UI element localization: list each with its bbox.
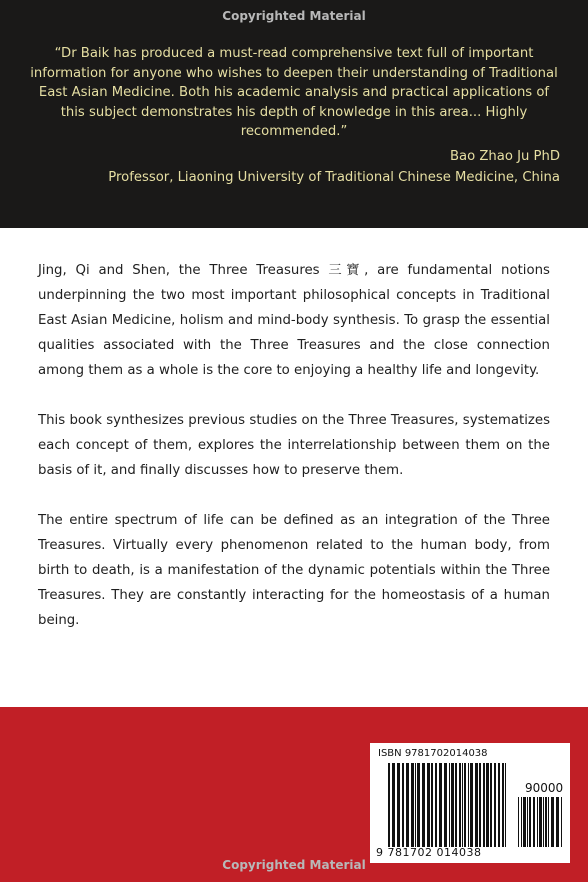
- endorsement-quote: “Dr Baik has produced a must-read comprehensive text full of important information for anyone who wishes to deepen their understanding of Traditional East Asian Medicine. Both his academic analysis and practical applications of this subject demonstrates his depth of knowledge in this area... Highly recommended.”: [30, 46, 558, 139]
- barcode-label: [370, 743, 570, 863]
- barcode-bar: [556, 797, 559, 847]
- barcode-bar: [449, 763, 450, 847]
- watermark-top: Copyrighted Material: [222, 9, 366, 23]
- barcode-bar: [521, 797, 522, 847]
- barcode-bar: [543, 797, 544, 847]
- quote-panel: [0, 0, 588, 228]
- barcode-bar: [502, 763, 504, 847]
- barcode-bar: [548, 797, 549, 847]
- quote-author: Bao Zhao Ju PhD: [449, 149, 560, 164]
- barcode-bar: [462, 763, 463, 847]
- barcode-bar: [417, 763, 420, 847]
- barcode-bar: [388, 763, 390, 847]
- book-description: [38, 258, 550, 658]
- barcode-bar: [479, 763, 481, 847]
- barcode-bar: [422, 763, 425, 847]
- barcode-bar: [415, 763, 416, 847]
- barcode-bar: [427, 763, 430, 847]
- barcode-bar: [435, 763, 437, 847]
- barcode-bar: [397, 763, 400, 847]
- barcode-digits: 9 781702 014038: [376, 846, 482, 859]
- barcode-bar: [483, 763, 485, 847]
- barcode-bar: [527, 797, 528, 847]
- barcode-bar: [451, 763, 454, 847]
- barcode-bars: [388, 763, 508, 847]
- barcode-bar: [505, 763, 506, 847]
- barcode-bar: [518, 797, 519, 847]
- description-paragraph: This book synthesizes previous studies on the Three Treasures, systematizes each concept of them, explores the interrelationship between them on the basis of it, and finally discusses how to preserve them.: [38, 413, 550, 478]
- barcode-bar: [537, 797, 538, 847]
- watermark-bottom: Copyrighted Material: [222, 858, 366, 872]
- description-paragraph: Jing, Qi and Shen, the Three Treasures 三寶, are fundamental notions underpinning the two most important philosophical concepts in Traditional East Asian Medicine, holism and mind-body synthesis. To grasp the essential qualities associated with the Three Treasures and the close connection among them as a whole is the core to enjoying a healthy life and longevity.: [38, 263, 550, 378]
- barcode-bar: [431, 763, 433, 847]
- barcode-bar: [523, 797, 526, 847]
- barcode-bar: [455, 763, 457, 847]
- barcode-bar: [468, 763, 469, 847]
- barcode-bar: [475, 763, 478, 847]
- barcode-bar: [533, 797, 535, 847]
- barcode-bar: [486, 763, 489, 847]
- barcode-bar: [444, 763, 447, 847]
- barcode-bar: [459, 763, 461, 847]
- barcode-bar: [470, 763, 473, 847]
- barcode-bar: [498, 763, 500, 847]
- barcode-bar: [411, 763, 414, 847]
- barcode-bar: [402, 763, 404, 847]
- barcode-bar: [464, 763, 466, 847]
- barcode-bar: [490, 763, 492, 847]
- price-code: 90000: [525, 781, 564, 795]
- price-barcode-bars: [518, 797, 564, 847]
- barcode-bar: [392, 763, 395, 847]
- barcode-bar: [561, 797, 562, 847]
- barcode-bar: [406, 763, 409, 847]
- barcode-bar: [494, 763, 496, 847]
- barcode-bar: [551, 797, 554, 847]
- barcode-bar: [539, 797, 542, 847]
- quote-affiliation: Professor, Liaoning University of Traditional Chinese Medicine, China: [108, 170, 560, 185]
- barcode-bar: [439, 763, 442, 847]
- description-paragraph: The entire spectrum of life can be defined as an integration of the Three Treasures. Virtually every phenomenon related to the human body, from birth to death, is a manifestation of the dynamic potentials within the Three Treasures. They are constantly interacting for the homeostasis of a human being.: [38, 513, 550, 628]
- isbn-text: ISBN 9781702014038: [378, 748, 488, 759]
- barcode-bar: [529, 797, 531, 847]
- barcode-bar: [545, 797, 547, 847]
